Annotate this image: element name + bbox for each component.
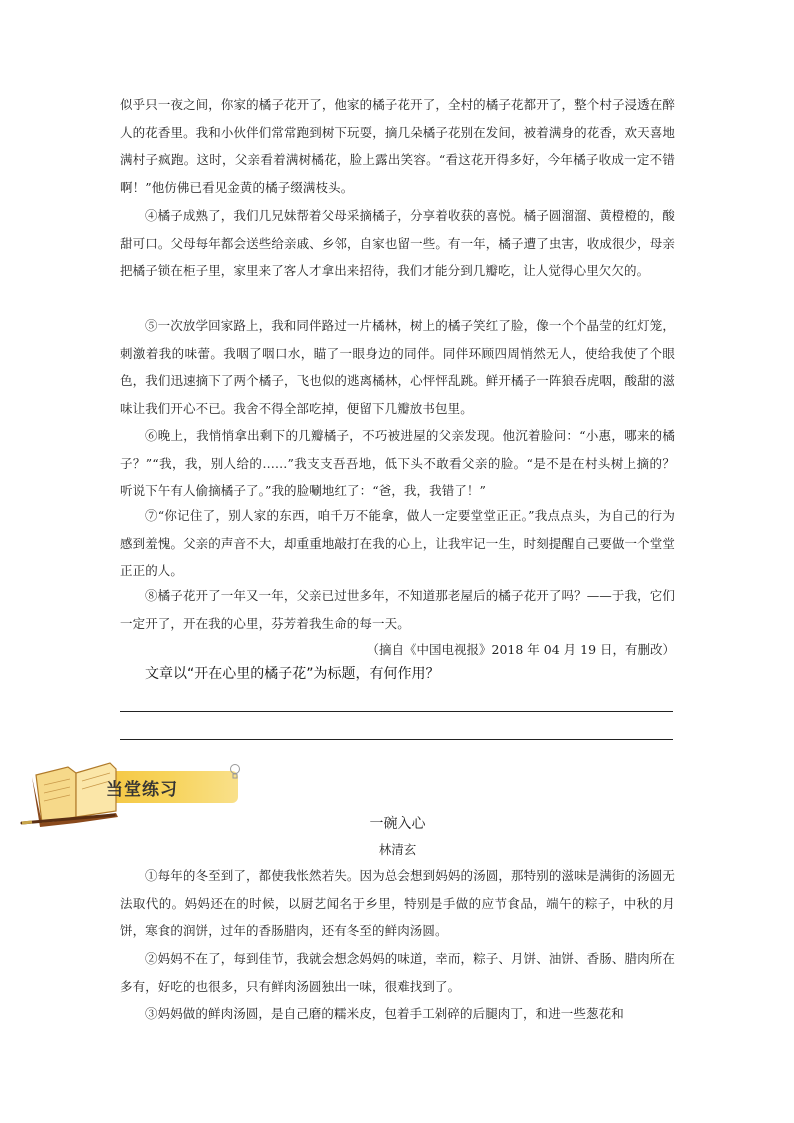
- section-author: 林清玄: [378, 842, 417, 857]
- question-text: 文章以“开在心里的橘子花”为标题，有何作用？: [145, 666, 440, 682]
- section-paragraph-3: ③妈妈做的鲜肉汤圆，是自己磨的糯米皮，包着手工剁碎的后腿肉丁，和进一些葱花和: [145, 1006, 624, 1021]
- section-paragraph-2: ②妈妈不在了，每到佳节，我就会想念妈妈的味道，幸而，粽子、月饼、油饼、香肠、腊肉所在多有，好吃的也很多，只有鲜肉汤圆独出一味，很难找到了。: [120, 951, 675, 994]
- passage-paragraph-5: ⑤一次放学回家路上，我和同伴路过一片橘林，树上的橘子笑红了脸，像一个个晶莹的红灯笼，刺激着我的味蕾。我咽了咽口水，瞄了一眼身边的同伴。同伴环顾四周悄然无人，使给我使了个眼色，我们迅速摘下了两个橘子，飞也似的逃离橘林，心怦怦乱跳。鲜开橘子一阵狼吞虎咽，酸甜的滋味让我们开心不已。我舍不得全部吃掉，便留下几瓣放书包里。: [120, 318, 675, 416]
- passage-paragraph-8: ⑧橘子花开了一年又一年，父亲已过世多年，不知道那老屋后的橘子花开了吗？——于我，它们一定开了，开在我的心里，芬芳着我生命的每一天。: [120, 588, 675, 631]
- passage-paragraph-intro: 似乎只一夜之间，你家的橘子花开了，他家的橘子花开了，全村的橘子花都开了，整个村子浸透在醉人的花香里。我和小伙伴们常常跑到树下玩耍，摘几朵橘子花别在发间，被着满身的花香，欢天喜地满村子疯跑。这时，父亲看着满树橘花，脸上露出笑容。“看这花开得多好，今年橘子收成一定不错啊！”他仿佛已看见金黄的橘子缀满枝头。: [120, 97, 675, 195]
- section-title: 一碗入心: [369, 816, 426, 832]
- answer-line-2[interactable]: [120, 739, 673, 740]
- passage-paragraph-6: ⑥晚上，我悄悄拿出剩下的几瓣橘子，不巧被进屋的父亲发现。他沉着脸问：“小惠，哪来的橘子？”“我，我，别人给的……”我支支吾吾地，低下头不敢看父亲的脸。“是不是在村头树上摘的？听说下午有人偷摘橘子了。”我的脸唰地红了：“爸，我，我错了！”: [120, 428, 675, 498]
- lightbulb-icon: [228, 763, 242, 781]
- passage-paragraph-4: ④橘子成熟了，我们几兄妹帮着父母采摘橘子，分享着收获的喜悦。橘子圆溜溜、黄橙橙的，酸甜可口。父母每年都会送些给亲戚、乡邻，自家也留一些。有一年，橘子遭了虫害，收成很少，母亲把橘子锁在柜子里，家里来了客人才拿出来招待，我们才能分到几瓣吃，让人觉得心里欠欠的。: [120, 208, 675, 278]
- passage-source: （摘自《中国电视报》2018 年 04 月 19 日，有删改）: [366, 642, 675, 657]
- banner-title: 当堂练习: [106, 780, 178, 800]
- passage-paragraph-7: ⑦“你记住了，别人家的东西，咱千万不能拿，做人一定要堂堂正正。”我点点头，为自己的行为感到羞愧。父亲的声音不大，却重重地敲打在我的心上，让我牢记一生，时刻提醒自己要做一个堂堂正正的人。: [120, 508, 675, 578]
- section-paragraph-1: ①每年的冬至到了，都使我怅然若失。因为总会想到妈妈的汤圆，那特别的滋味是满街的汤圆无法取代的。妈妈还在的时候，以厨艺闻名于乡里，特别是手做的应节食品，端午的粽子，中秋的月饼，寒食的润饼，过年的香肠腊肉，还有冬至的鲜肉汤圆。: [120, 868, 675, 938]
- answer-line-1[interactable]: [120, 711, 673, 712]
